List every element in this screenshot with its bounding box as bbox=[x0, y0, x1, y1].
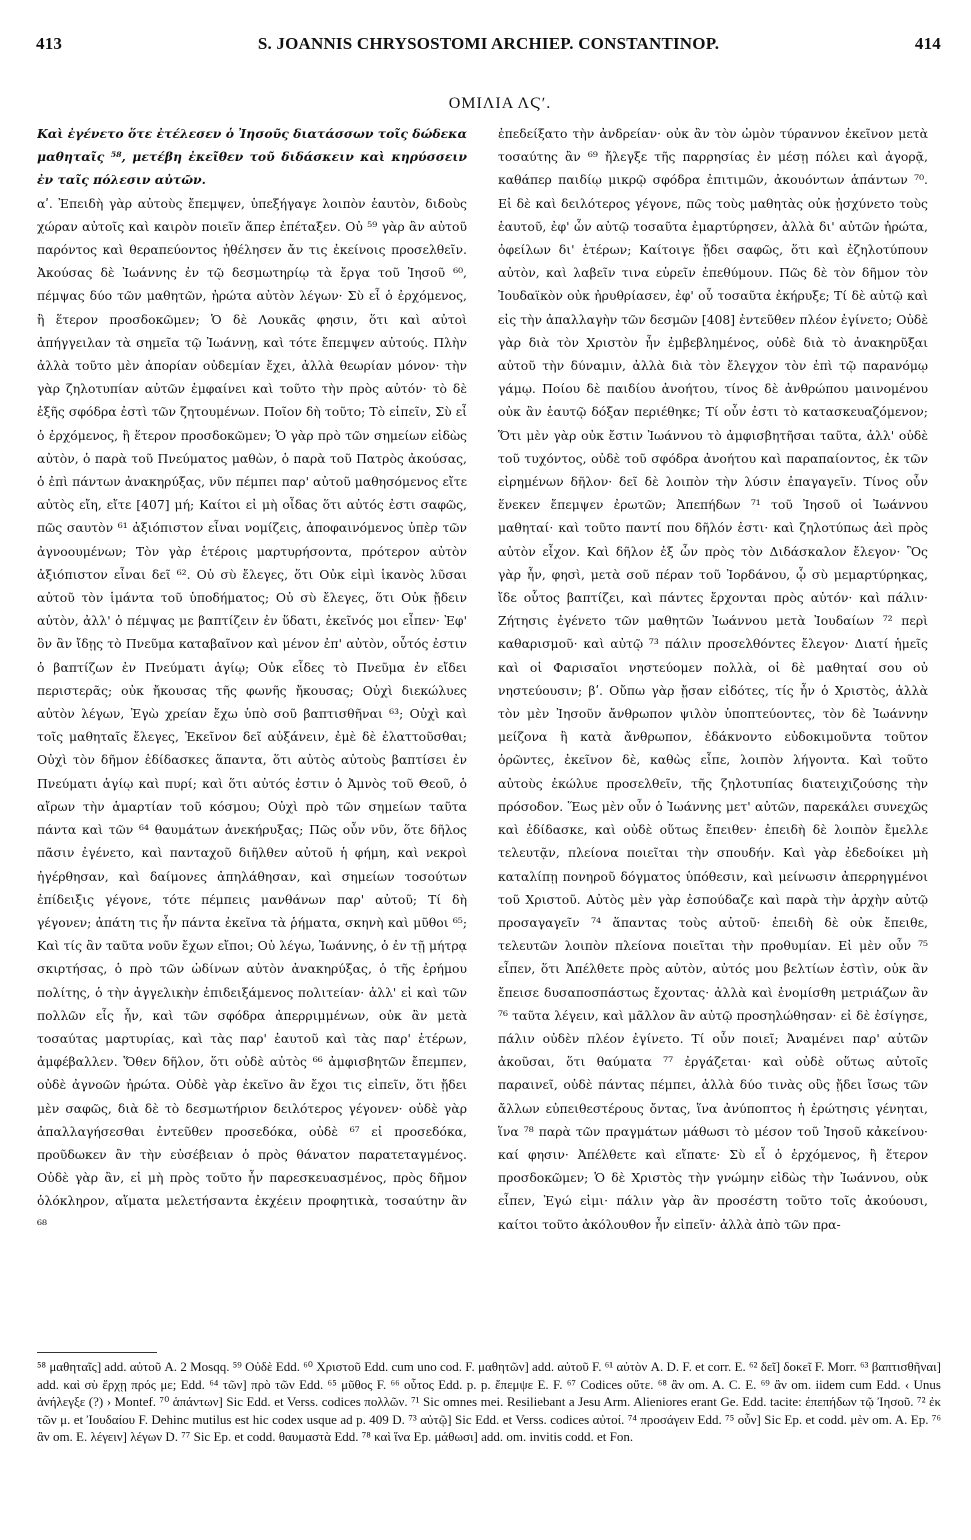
left-column bbox=[37, 122, 467, 1337]
right-column-body: ἐπεδείξατο τὴν ἀνδρείαν· οὐκ ἂν τὸν ὠμὸν τύραννον ἐκεῖνον μετὰ τοσαύτης ἂν ⁶⁹ ἤλεγξε τῆς παρρησίας ἐν μέσῃ πόλει καὶ ἀγορᾷ, καθάπερ παιδίῳ μικρῷ σφόδρα ἐπιτιμῶν, ἀκουόντων ἁπάντων ⁷⁰. Εἰ δὲ καὶ δειλότερος γέγονε, πῶς τοὺς μαθητὰς οὐκ ᾐσχύνετο τοὺς ἑαυτοῦ, ἐφ' ὧν αὐτῷ τοσαῦτα ἐμαρτύρησεν, ἀλλὰ δι' αὐτῶν ἠρώτα, ὀφείλων δι' ἑτέρων; Καίτοιγε ᾔδει σαφῶς, ὅτι καὶ ἐζηλοτύπουν αὐτὸν, καὶ λαβεῖν τινα εὑρεῖν ἐπεθύμουν. Πῶς δὲ τὸν δῆμον τὸν Ἰουδαϊκὸν οὐκ ἠρυθρίασεν, ἐφ' οὗ τοσαῦτα ἐκήρυξε; Τί δὲ αὐτῷ καὶ εἰς τὴν ἀπαλλαγὴν τῶν δεσμῶν [408] ἐντεῦθεν πλέον ἐγίνετο; Οὐδὲ γὰρ διὰ τὸν Χριστὸν ἦν ἐμβεβλημένος, οὐδὲ διὰ τὸ ἀνακηρῦξαι αὐτοῦ τὴν δύναμιν, ἀλλὰ διὰ τὸν ἔλεγχον τὸν ἐπὶ τῷ παρανόμῳ γάμῳ. Ποίου δὲ παιδίου ἀνοήτου, τίνος δὲ ἀνθρώπου μαινομένου οὐκ ἂν ἑαυτῷ δόξαν περιέθηκε; Τί οὖν ἐστι τὸ κατασκευαζόμενον; Ὅτι μὲν γὰρ οὐκ ἔστιν Ἰωάννου τὸ ἀμφισβητῆσαι ταῦτα, ἀλλ' οὐδὲ τοῦ τυχόντος, οὐδὲ τοῦ σφόδρα ἀνοήτου καὶ παραπαίοντος, ἐκ τῶν εἰρημένων δῆλον· δεῖ δὲ λοιπὸν τὴν λύσιν ἐπαγαγεῖν. Τίνος οὖν ἕνεκεν ἔπεμψεν ἐρωτῶν; Ἀπεπήδων ⁷¹ τοῦ Ἰησοῦ οἱ Ἰωάννου μαθηταί· καὶ τοῦτο παντί που δῆλόν ἐστι· καὶ ζηλοτύπως ἀεὶ πρὸς αὐτὸν εἶχον. Καὶ δῆλον ἐξ ὧν πρὸς τὸν Διδάσκαλον ἔλεγον· Ὃς γὰρ ἦν, φησὶ, μετὰ σοῦ πέραν τοῦ Ἰορδάνου, ᾧ σὺ μεμαρτύρηκας, ἴδε οὗτος βαπτίζει, καὶ πάντες ἔρχονται πρὸς αὐτόν· καὶ πάλιν· Ζήτησις ἐγένετο τῶν μαθητῶν Ἰωάννου μετὰ Ἰουδαίων ⁷² περὶ καθαρισμοῦ· καὶ αὐτῷ ⁷³ πάλιν προσελθόντες ἔλεγον· Διατί ἡμεῖς καὶ οἱ Φαρισαῖοι νηστεύομεν πολλὰ, οἱ δὲ μαθηταί σου οὐ νηστεύουσιν; βʹ. Οὔπω γὰρ ᾔσαν εἰδότες, τίς ἦν ὁ Χριστὸς, ἀλλὰ τὸν μὲν Ἰησοῦν ἄνθρωπον ψιλὸν ὑποπτεύοντες, τὸν δὲ Ἰωάννην μείζονα ἢ κατὰ ἄνθρωπον, ἐδάκνοντο εὐδοκιμοῦντα τοῦτον ὁρῶντες, ἐκεῖνον δὲ, καθὼς εἶπε, λοιπὸν λήγοντα. Καὶ τοῦτο αὐτοὺς ἐκώλυε προσελθεῖν, τῆς ζηλοτυπίας διατειχιζούσης τὴν πρόσοδον. Ἕως μὲν οὖν ὁ Ἰωάννης μετ' αὐτῶν, παρεκάλει συνεχῶς καὶ ἐδίδασκε, καὶ οὐδὲ οὕτως ἔπειθεν· ἐπειδὴ δὲ λοιπὸν ἔμελλε τελευτᾷν, πλείονα ποιεῖται τὴν σπουδήν. Καὶ γὰρ ἐδεδοίκει μὴ καταλίπῃ πονηροῦ δόγματος ὑπόθεσιν, καὶ μείνωσιν ἀπερρηγμένοι τοῦ Χριστοῦ. Αὐτὸς μὲν γὰρ ἐσπούδαζε καὶ παρὰ τὴν ἀρχὴν αὐτῷ προσαγαγεῖν ⁷⁴ ἅπαντας τοὺς αὐτοῦ· ἐπειδὴ δὲ οὐκ ἔπειθε, τελευτῶν λοιπὸν πλείονα ποιεῖται τὴν προθυμίαν. Εἰ μὲν οὖν ⁷⁵ εἶπεν, ὅτι Ἀπέλθετε πρὸς αὐτὸν, αὐτός μου βελτίων ἐστὶν, οὐκ ἂν ἔπεισε δυσαποσπάστως ἔχοντας· ἀλλὰ καὶ ἐνομίσθη μετριάζων ἂν ⁷⁶ ταῦτα λέγειν, καὶ μᾶλλον ἂν αὐτῷ προσηλώθησαν· εἰ δὲ ἐσίγησε, πάλιν οὐδὲν πλέον ἐγίνετο. Τί οὖν ποιεῖ; Ἀναμένει παρ' αὐτῶν ἀκοῦσαι, ὅτι θαύματα ⁷⁷ ἐργάζεται· καὶ οὐδὲ οὕτως αὐτοῖς παραινεῖ, οὐδὲ πάντας πέμπει, ἀλλὰ δύο τινὰς οὓς ᾔδει ἴσως τῶν ἄλλων εὐπειθεστέρους ὄντας, ἵνα ἀνύποπτος ἡ ἐρώτησις γένηται, ἵνα ⁷⁸ παρὰ τῶν πραγμάτων μάθωσι τὸ μέσον τοῦ Ἰησοῦ κἀκείνου· καί φησιν· Ἀπέλθετε καὶ εἴπατε· Σὺ εἶ ὁ ἐρχόμενος, ἢ ἕτερον προσδοκῶμεν; Ὁ δὲ Χριστὸς τὴν γνώμην εἰδὼς τὴν Ἰωάννου, οὐκ εἶπεν, Ἐγώ εἰμι· πάλιν γὰρ ἂν προσέστη τοῦτο τοῖς ἀκούουσι, καίτοι τοῦτο ἀκόλουθον ἦν εἰπεῖν· ἀλλὰ ἀπὸ τῶν πρα- bbox=[498, 126, 928, 1232]
homily-title: ΟΜΙΛΙΑ ΛϚʹ. bbox=[448, 95, 552, 112]
right-column bbox=[498, 122, 928, 1337]
running-title: S. JOANNIS CHRYSOSTOMI ARCHIEP. CONSTANTINOP. bbox=[257, 34, 720, 53]
running-header bbox=[36, 34, 941, 56]
footnotes: ⁵⁸ μαθηταῖς] add. αὐτοῦ A. 2 Mosqq. ⁵⁹ Οὐδὲ Edd. ⁶⁰ Χριστοῦ Edd. cum uno cod. F. μαθητῶν] add. αὐτοῦ F. ⁶¹ αὐτὸν A. D. F. et corr. E. ⁶² δεῖ] δοκεῖ F. Morr. ⁶³ βαπτισθῆναι] add. καὶ σὺ ἔρχῃ πρός με; Edd. ⁶⁴ τῶν] πρὸ τῶν Edd. ⁶⁵ μῦθος F. ⁶⁶ οὗτος Edd. p. p. ἔπεμψε E. F. ⁶⁷ Codices οὔτε. ⁶⁸ ἂν om. A. C. E. ⁶⁹ ἂν om. iidem cum Edd. ‹ Unus ἀνήλεγξε (?) › Montef. ⁷⁰ ἁπάντων] Sic Edd. et Verss. codices πολλῶν. ⁷¹ Sic omnes mei. Resiliebant a Jesu Arm. Alieniores erant Ge. Edd. tacite: ἐπεπήδων τῷ Ἰησοῦ. ⁷² ἐκ τῶν μ. et Ἰουδαίου F. Dehinc mutilus est hic codex usque ad p. 409 D. ⁷³ αὐτῷ] Sic Edd. et Verss. codices αὐτοί. ⁷⁴ προσάγειν Edd. ⁷⁵ οὖν] Sic Ep. et codd. μὲν om. A. Ep. ⁷⁶ ἂν om. E. λέγειν] λέγων D. ⁷⁷ Sic Ep. et codd. θαυμαστὰ Edd. ⁷⁸ καὶ ἵνα Ep. μάθωσι] add. om. invitis codd. et Fon. bbox=[37, 1359, 941, 1444]
gospel-lemma: Καὶ ἐγένετο ὅτε ἐτέλεσεν ὁ Ἰησοῦς διατάσσων τοῖς δώδεκα μαθηταῖς ⁵⁸, μετέβη ἐκεῖθεν τοῦ διδάσκειν καὶ κηρύσσειν ἐν ταῖς πόλεσιν αὐτῶν. bbox=[37, 126, 467, 188]
page-number-left: 413 bbox=[36, 34, 63, 53]
left-column-body: αʹ. Ἐπειδὴ γὰρ αὐτοὺς ἔπεμψεν, ὑπεξήγαγε λοιπὸν ἑαυτὸν, διδοὺς χώραν αὐτοῖς καὶ καιρὸν ποιεῖν ἅπερ ἐπέταξεν. Οὐ ⁵⁹ γὰρ ἂν αὐτοῦ παρόντος καὶ θεραπεύοντος ἠθέλησεν ἄν τις ἐκείνοις προσελθεῖν. Ἀκούσας δὲ Ἰωάννης ἐν τῷ δεσμωτηρίῳ τὰ ἔργα τοῦ Ἰησοῦ ⁶⁰, πέμψας δύο τῶν μαθητῶν, ἠρώτα αὐτὸν λέγων· Σὺ εἶ ὁ ἐρχόμενος, ἢ ἕτερον προσδοκῶμεν; Ὁ δὲ Λουκᾶς φησιν, ὅτι καὶ αὐτοὶ ἀπήγγειλαν τὰ σημεῖα τῷ Ἰωάννῃ, καὶ τότε ἔπεμψεν αὐτούς. Πλὴν ἀλλὰ τοῦτο μὲν ἀπορίαν οὐδεμίαν ἔχει, ἀλλὰ θεωρίαν μόνον· τὴν γὰρ ζηλοτυπίαν αὐτῶν ἐμφαίνει καὶ τοῦτο τὴν πρὸς αὐτόν· τὸ δὲ ἑξῆς σφόδρα ἐστὶ τῶν ζητουμένων. Ποῖον δὴ τοῦτο; Τὸ εἰπεῖν, Σὺ εἶ ὁ ἐρχόμενος, ἢ ἕτερον προσδοκῶμεν; Ὁ γὰρ πρὸ τῶν σημείων εἰδὼς αὐτὸν, ὁ παρὰ τοῦ Πνεύματος μαθὼν, ὁ παρὰ τοῦ Πατρὸς ἀκούσας, ὁ ἐπὶ πάντων ἀνακηρύξας, νῦν πέμπει παρ' αὐτοῦ μαθησόμενος εἴτε αὐτὸς εἴη, εἴτε [407] μή; Καίτοι εἰ μὴ οἶδας ὅτι αὐτός ἐστι σαφῶς, πῶς σαυτὸν ⁶¹ ἀξιόπιστον εἶναι νομίζεις, ἀποφαινόμενος ὑπὲρ τῶν ἀγνοουμένων; Τὸν γὰρ ἑτέροις μαρτυρήσοντα, πρότερον αὐτὸν ἀξιόπιστον εἶναι δεῖ ⁶². Οὐ σὺ ἔλεγες, ὅτι Οὐκ εἰμὶ ἱκανὸς λῦσαι αὐτοῦ τὸν ἱμάντα τοῦ ὑποδήματος; Οὐ σὺ ἔλεγες, ὅτι Οὐκ ᾔδειν αὐτὸν, ἀλλ' ὁ πέμψας με βαπτίζειν ἐν ὕδατι, ἐκεῖνός μοι εἶπεν· Ἐφ' ὃν ἂν ἴδῃς τὸ Πνεῦμα καταβαῖνον καὶ μένον ἐπ' αὐτὸν, οὗτός ἐστιν ὁ βαπτίζων ἐν Πνεύματι ἁγίῳ; Οὐκ εἶδες τὸ Πνεῦμα ἐν εἴδει περιστερᾶς; οὐκ ἤκουσας τῆς φωνῆς ἤκουσας; Οὐχὶ διεκώλυες αὐτὸν λέγων, Ἐγὼ χρείαν ἔχω ὑπὸ σοῦ βαπτισθῆναι ⁶³; Οὐχὶ καὶ τοῖς μαθηταῖς ἔλεγες, Ἐκεῖνον δεῖ αὐξάνειν, ἐμὲ δὲ ἐλαττοῦσθαι; Οὐχὶ τὸν δῆμον ἐδίδασκες ἅπαντα, ὅτι αὐτὸς αὐτοὺς βαπτίσει ἐν Πνεύματι ἁγίῳ καὶ πυρί; καὶ ὅτι αὐτός ἐστιν ὁ Ἀμνὸς τοῦ Θεοῦ, ὁ αἴρων τὴν ἁμαρτίαν τοῦ κόσμου; Οὐχὶ πρὸ τῶν σημείων ταῦτα πάντα καὶ τῶν ⁶⁴ θαυμάτων ἀνεκήρυξας; Πῶς οὖν νῦν, ὅτε δῆλος πᾶσιν ἐγένετο, καὶ πανταχοῦ διῆλθεν αὐτοῦ ἡ φήμη, καὶ νεκροὶ ἠγέρθησαν, καὶ δαίμονες ἀπηλάθησαν, καὶ σημείων τοσούτων ἐπίδειξις γέγονε, τότε πέμπεις μανθάνων παρ' αὐτοῦ; Τί δὴ γέγονεν; ἀπάτη τις ἦν πάντα ἐκεῖνα τὰ ῥήματα, σκηνὴ καὶ μῦθοι ⁶⁵; Καὶ τίς ἂν ταῦτα νοῦν ἔχων εἴποι; Οὐ λέγω, Ἰωάννης, ὁ ἐν τῇ μήτρᾳ σκιρτήσας, ὁ πρὸ τῶν ὠδίνων αὐτὸν ἀνακηρύξας, ὁ τῆς ἐρήμου πολίτης, ὁ τὴν ἀγγελικὴν ἐπιδειξάμενος πολιτείαν· ἀλλ' εἰ καὶ τῶν πολλῶν εἷς ἦν, καὶ τῶν σφόδρα ἀπερριμμένων, οὐκ ἂν μετὰ τοσαύτας μαρτυρίας, καὶ τὰς παρ' ἑαυτοῦ καὶ τὰς παρ' ἑτέρων, ἀμφέβαλλεν. Ὅθεν δῆλον, ὅτι οὐδὲ αὐτὸς ⁶⁶ ἀμφισβητῶν ἔπεμπεν, οὐδὲ ἀγνοῶν ἠρώτα. Οὐδὲ γὰρ ἐκεῖνο ἂν ἔχοι τις εἰπεῖν, ὅτι ᾔδει μὲν σαφῶς, διὰ δὲ τὸ δεσμωτήριον δειλότερος γέγονεν· οὐδὲ γὰρ ἀπαλλαγήσεσθαι ἐντεῦθεν προσεδόκα, οὐδὲ ⁶⁷ εἰ προσεδόκα, προῦδωκεν ἂν τὴν εὐσέβειαν ὁ πρὸς θάνατον παρατεταγμένος. Οὐδὲ γὰρ ἂν, εἰ μὴ πρὸς τοῦτο ἦν παρεσκευασμένος, πρὸς δῆμον ὁλόκληρον, αἵματα μελετήσαντα ἐκχέειν προφητικὰ, τοσαύτην ἂν ⁶⁸ bbox=[37, 195, 467, 1232]
page-number-right: 414 bbox=[914, 34, 941, 53]
footnote-divider bbox=[37, 1352, 157, 1353]
